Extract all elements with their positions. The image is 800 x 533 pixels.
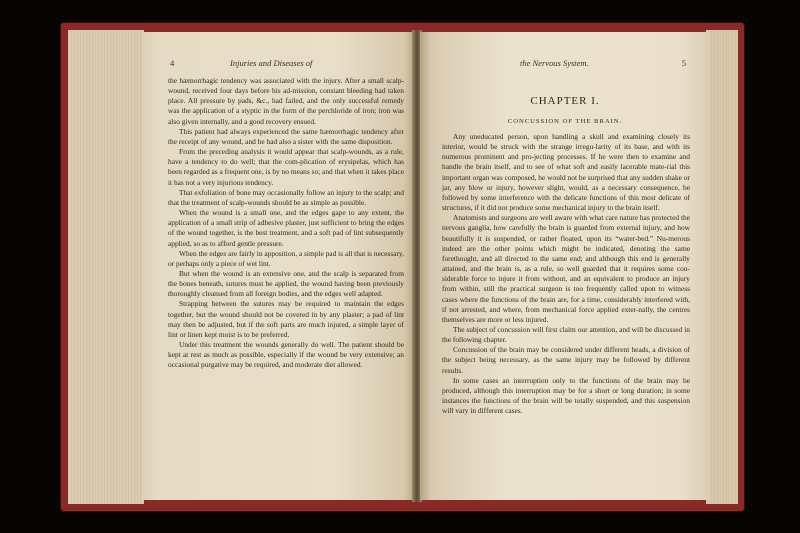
right-page-number: 5 <box>681 58 686 68</box>
chapter-title: CHAPTER I. <box>530 95 600 107</box>
paragraph: Strapping between the sutures may be required to maintain the edges together, but the wound should not be covered in by any plaster; a pad of lint may then be adjusted, but if the soft parts are much injured, a simple layer of lint or linen kept moist is to be preferred. <box>168 299 404 339</box>
paragraph: Under this treatment the wounds generally do well. The patient should be kept at rest as much as possible, especially if the wound be very extensive; an occasional purgative may be required, and moderate diet allowed. <box>168 340 404 370</box>
left-page-number: 4 <box>170 58 175 68</box>
paragraph: Concussion of the brain may be considered under different heads, a division of the subject being necessary, as the same injury may be followed by different results. <box>442 345 690 375</box>
paragraph: Any uneducated person, upon handling a skull and examining closely its interior, would be struck with the strange irregu-larity of its base, and with its numerous prominent and pro-jecting processes. If he were then to examine and handle the brain itself, and to see of what soft and easily lacerable mate-rial this important organ was composed, he would not be surprised that any sudden shake or jar, any blow or injury, however slight, would, as a necessary consequence, be followed by some interference with the delicate functions of this most delicate of structures, if it did not produce some mechanical injury to the brain itself. <box>442 132 690 213</box>
paragraph: But when the wound is an extensive one, and the scalp is separated from the bones beneath, sutures must be applied, the wound having been previously thoroughly cleansed from all foreign bodies, and the edges well adapted. <box>168 268 404 299</box>
paragraph: This patient had always experienced the same hæmorrhagic tendency after the receipt of any wound, and he had also a sister with the same disposition. <box>168 126 404 146</box>
paragraph: In some cases an interruption only to the functions of the brain may be produced, although this interruption may be for a short or long duration; in some instances the functions of the brain will be totally suspended, and this suspension will vary in different cases. <box>442 375 690 416</box>
paragraph: When the wound is a small one, and the edges gape to any extent, the application of a small strip of adhesive plaster, just sufficient to bring the edges of the wound together, is the best treatment, and a soft pad of lint subsequently applied, so as to afford gentle pressure. <box>168 208 404 248</box>
left-header-title: Injuries and Diseases of <box>230 58 313 68</box>
left-body-text <box>168 76 404 371</box>
paragraph: From the preceding analysis it would appear that scalp-wounds, as a rule, have a tendency to do well; that the com-plication of erysipelas, which has been regarded as a frequent one, is by no means so; and that when it takes place it has not a very injurious tendency. <box>168 147 404 187</box>
right-page <box>420 32 710 500</box>
paragraph: That exfoliation of bone may occasionally follow an injury to the scalp; and that the treatment of scalp-wounds should be as simple as possible. <box>168 187 404 207</box>
left-page <box>142 32 415 500</box>
right-body-text <box>442 132 690 416</box>
chapter-subtitle: CONCUSSION OF THE BRAIN. <box>507 118 623 125</box>
left-page-stack <box>68 30 144 504</box>
paragraph: The subject of concussion will first claim our attention, and will be discussed in the following chapter. <box>442 324 690 345</box>
right-page-stack <box>706 30 738 504</box>
paragraph: the hæmorrhagic tendency was associated with the injury. After a small scalp-wound, received four days before his ad-mission, constant bleeding had taken place. All pressure by pads, &c., had failed, and the only successful remedy was the application of a styptic in the form of the perchloride of iron; iron was also given internally, and a good recovery ensued. <box>168 76 404 126</box>
right-header-title: the Nervous System. <box>520 58 589 68</box>
paragraph: When the edges are fairly in apposition, a simple pad is all that is necessary, or perhaps only a piece of wet lint. <box>168 248 404 268</box>
paragraph: Anatomists and surgeons are well aware with what care nature has protected the nervous ganglia, how carefully the brain is guarded from external injury, and how beautifully it is suspended, or rather floated, upon its “water-bed.” Nu-merous indeed are the other points which might be indicated, denoting the same forethought, and all directed to the same end; and although this end is generally attained, and the brain is, as a rule, so well guarded that it requires some con-siderable force to injure it from without, and an equivalent to produce an injury from within, still the practical surgeon is too frequently called upon to witness cases where the functions of the brain are, for a time, considerably interfered with, if not arrested, and where, from mechanical force applied exter-nally, the centres themselves are more or less injured. <box>442 213 690 324</box>
